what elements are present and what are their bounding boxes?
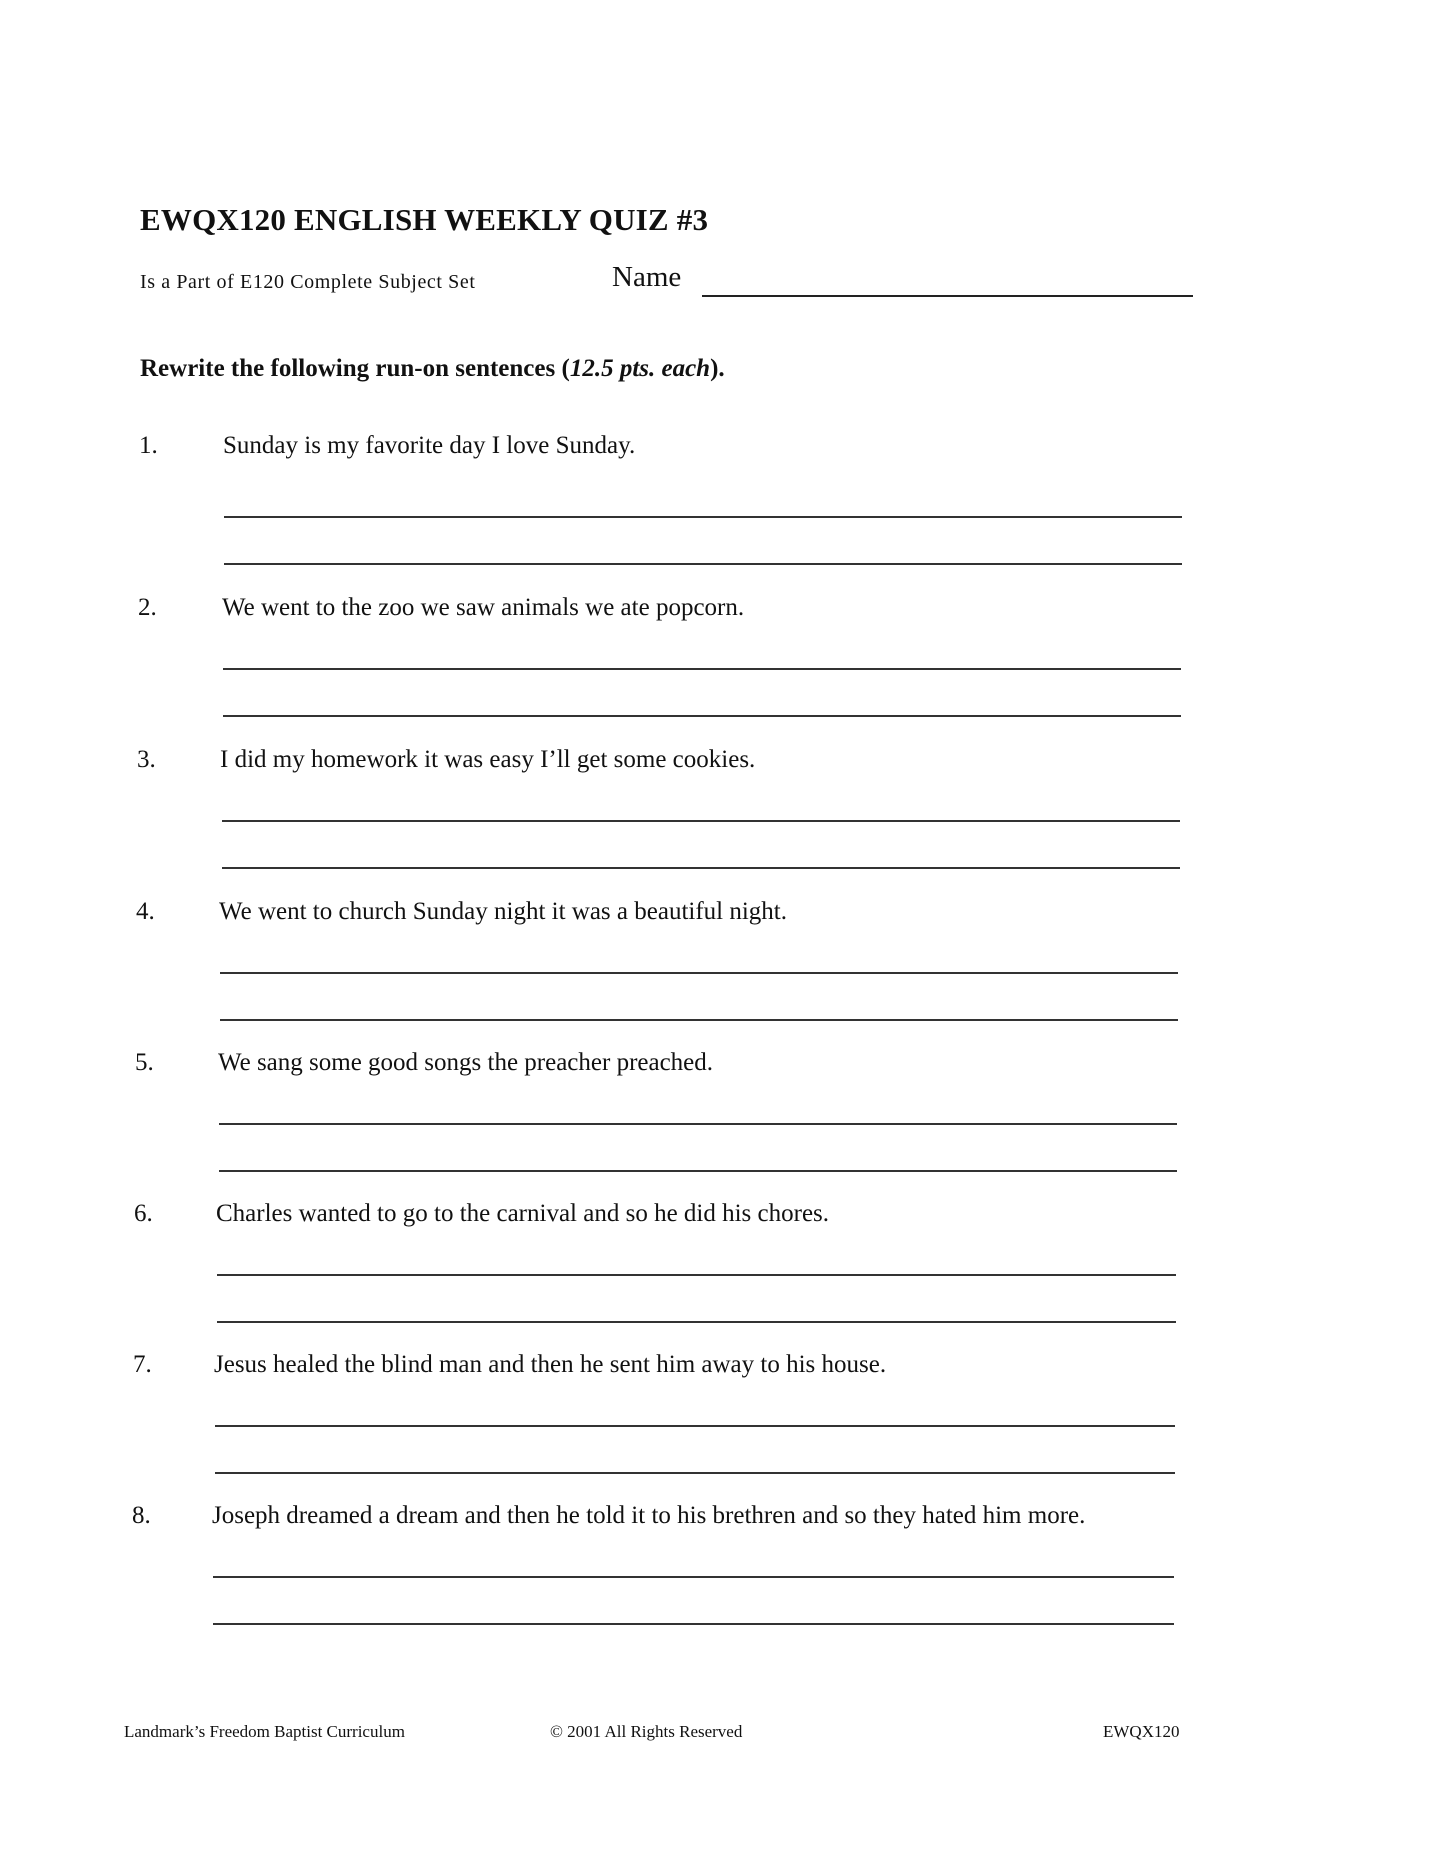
question-number: 3. <box>137 746 156 773</box>
answer-line[interactable] <box>224 563 1182 565</box>
question-number: 5. <box>135 1049 154 1076</box>
instructions <box>140 355 725 383</box>
answer-line[interactable] <box>217 1274 1176 1276</box>
answer-line[interactable] <box>219 1170 1177 1172</box>
answer-line[interactable] <box>220 972 1178 974</box>
question-text: Charles wanted to go to the carnival and so he did his chores. <box>216 1200 830 1227</box>
question-number: 8. <box>132 1502 151 1529</box>
answer-line[interactable] <box>217 1321 1176 1323</box>
question-number: 4. <box>136 898 155 925</box>
answer-line[interactable] <box>222 867 1180 869</box>
answer-line[interactable] <box>223 668 1181 670</box>
quiz-title: EWQX120 ENGLISH WEEKLY QUIZ #3 <box>140 202 709 237</box>
instructions-prefix: Rewrite the following run-on sentences ( <box>140 355 570 382</box>
footer-publisher: Landmark’s Freedom Baptist Curriculum <box>124 1722 405 1741</box>
question-text: We sang some good songs the preacher preached. <box>218 1049 714 1076</box>
question-number: 7. <box>133 1351 152 1378</box>
answer-line[interactable] <box>219 1123 1177 1125</box>
question-text: I did my homework it was easy I’ll get some cookies. <box>220 746 756 773</box>
answer-line[interactable] <box>215 1472 1175 1474</box>
question-text: Sunday is my favorite day I love Sunday. <box>223 432 636 459</box>
question-number: 6. <box>134 1200 153 1227</box>
subject-set-note: Is a Part of E120 Complete Subject Set <box>140 271 476 293</box>
answer-line[interactable] <box>213 1576 1174 1578</box>
question-text: Joseph dreamed a dream and then he told it to his brethren and so they hated him more. <box>212 1502 1086 1529</box>
question-number: 1. <box>139 432 158 459</box>
answer-line[interactable] <box>220 1019 1178 1021</box>
answer-line[interactable] <box>222 820 1180 822</box>
footer-copyright: © 2001 All Rights Reserved <box>550 1722 743 1741</box>
question-text: We went to the zoo we saw animals we ate popcorn. <box>222 594 745 621</box>
answer-line[interactable] <box>213 1623 1174 1625</box>
name-field-line[interactable] <box>702 295 1193 297</box>
answer-line[interactable] <box>224 516 1182 518</box>
footer-code: EWQX120 <box>1103 1722 1180 1741</box>
instructions-points: 12.5 pts. each <box>569 355 711 382</box>
instructions-suffix: ). <box>710 355 725 382</box>
answer-line[interactable] <box>223 715 1181 717</box>
answer-line[interactable] <box>215 1425 1175 1427</box>
question-number: 2. <box>138 594 157 621</box>
question-text: We went to church Sunday night it was a beautiful night. <box>219 898 788 925</box>
question-text: Jesus healed the blind man and then he sent him away to his house. <box>214 1351 887 1378</box>
name-label: Name <box>612 261 682 293</box>
